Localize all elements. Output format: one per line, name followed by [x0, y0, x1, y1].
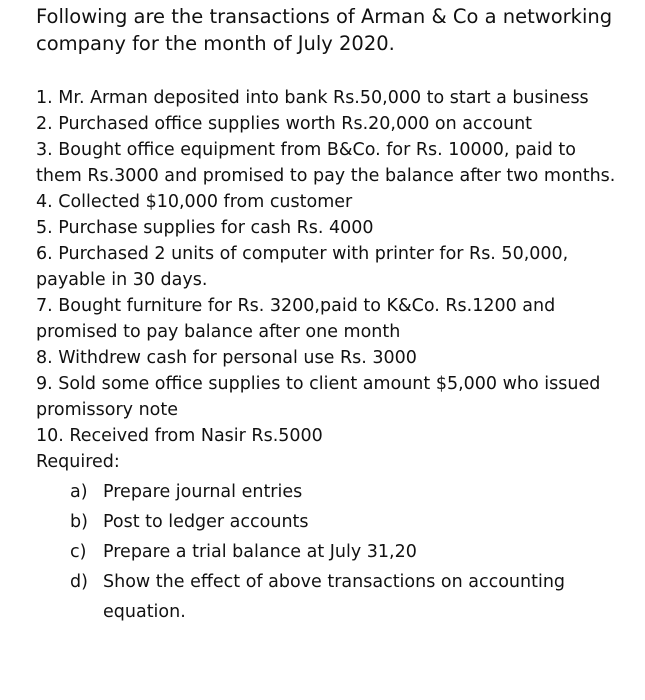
required-label: Required:: [36, 452, 120, 472]
requirement-letter: d): [70, 572, 88, 592]
requirements-list: [36, 477, 621, 627]
requirement-item: [36, 507, 621, 537]
document: [36, 3, 621, 627]
requirement-letter: a): [70, 482, 88, 502]
transaction-list: [36, 85, 621, 449]
transaction-item: 1. Mr. Arman deposited into bank Rs.50,000 to start a business: [36, 88, 589, 108]
requirement-text: Prepare a trial balance at July 31,20: [103, 542, 417, 562]
transaction-item: 5. Purchase supplies for cash Rs. 4000: [36, 218, 374, 238]
requirement-text: Prepare journal entries: [103, 482, 303, 502]
transaction-item: 9. Sold some office supplies to client amount $5,000 who issued promissory note: [36, 374, 601, 420]
transaction-item: 7. Bought furniture for Rs. 3200,paid to K&Co. Rs.1200 and promised to pay balance after one month: [36, 296, 556, 342]
requirement-text: Show the effect of above transactions on accounting equation.: [103, 572, 566, 622]
requirement-item: [36, 537, 621, 567]
transaction-item: 2. Purchased office supplies worth Rs.20,000 on account: [36, 114, 533, 134]
requirement-item: [36, 567, 621, 627]
transaction-item: 8. Withdrew cash for personal use Rs. 3000: [36, 348, 417, 368]
transaction-item: 6. Purchased 2 units of computer with printer for Rs. 50,000, payable in 30 days.: [36, 244, 569, 290]
transaction-item: 4. Collected $10,000 from customer: [36, 192, 353, 212]
requirement-text: Post to ledger accounts: [103, 512, 309, 532]
document-heading: Following are the transactions of Arman & Co a networking company for the month of July 2020.: [36, 5, 613, 55]
requirement-item: [36, 477, 621, 507]
transaction-item: 3. Bought office equipment from B&Co. for Rs. 10000, paid to them Rs.3000 and promised to pay the balance after two months.: [36, 140, 616, 186]
requirement-letter: c): [70, 542, 87, 562]
transaction-item: 10. Received from Nasir Rs.5000: [36, 426, 323, 446]
requirement-letter: b): [70, 512, 88, 532]
